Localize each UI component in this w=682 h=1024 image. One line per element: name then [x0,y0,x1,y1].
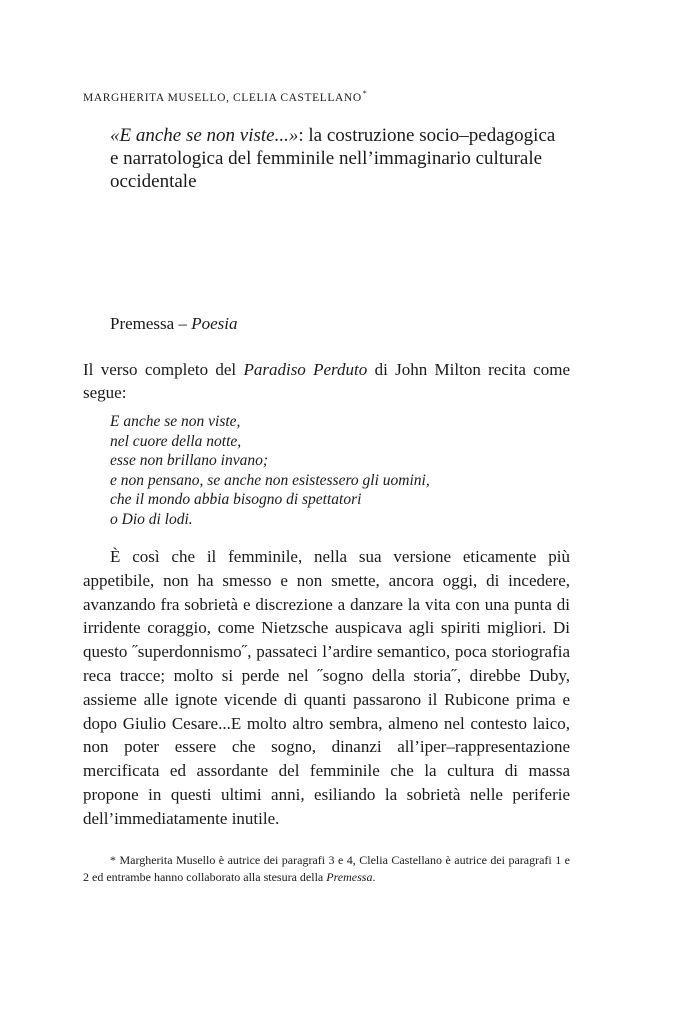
article-title [110,124,590,193]
footnote-marker: * [110,853,116,867]
section-dash: – [174,314,192,333]
poem-quote [110,412,570,529]
title-line-2: e narratologica del femminile nell’immaginario culturale [110,148,543,169]
intro-work-title: Paradiso Perduto [243,360,368,379]
intro-after: di John Milton recita come segue: [83,360,570,402]
title-line-1 [110,124,590,147]
footnote-text: Margherita Musello è autrice dei paragrafi 3 e 4, Clelia Castellano è autrice dei paragrafi 1 e 2 ed entrambe hanno collaborato alla stesura della [83,853,570,884]
authors-names: MARGHERITA MUSELLO, CLELIA CASTELLANO [83,92,362,104]
title-italic-quote: «E anche se non viste...» [110,125,299,146]
poem-line: che il mondo abbia bisogno di spettatori [110,491,362,508]
intro-paragraph [83,358,570,404]
section-heading [110,313,238,335]
section-label: Premessa [110,314,175,333]
title-rest-line-1: : la costruzione socio–pedagogica [298,125,556,146]
poem-line: esse non brillano invano; [110,452,268,469]
author-line [83,86,367,106]
footnote-italic-end: Premessa [326,870,373,884]
author-footnote-marker: * [362,89,368,98]
poem-line: e non pensano, se anche non esistessero gli uomini, [110,471,430,489]
poem-line: E anche se non viste, [110,413,241,430]
poem-line: nel cuore della notte, [110,432,242,450]
poem-line: o Dio di lodi. [110,510,193,528]
intro-before: Il verso completo del [83,360,244,379]
footnote-period: . [372,870,376,884]
section-italic-label: Poesia [191,314,238,333]
body-paragraph: È così che il femminile, nella sua versione eticamente più appetibile, non ha smesso e non smette, ancora oggi, di incedere, avanzando fra sobrietà e discrezione a danzare la vita con una punta di irridente coraggio, come Nietzsche auspicava agli spiriti migliori. Di questo ˝superdonnismo˝, passateci l’ardire semantico, poca storiografia reca tracce; molto si perde nel ˝sogno della storia˝, direbbe Duby, assieme alle ignote vicende di quanti passarono il Rubicone prima e dopo Giulio Cesare...E molto altro sembra, almeno nel contesto laico, non poter essere che sogno, dinanzi all’iper–rappresentazione mercificata ed assordante del femminile che la cultura di massa propone in questi ultimi anni, esiliando la sobrietà nelle periferie dell’immediatamente inutile. [83,547,570,828]
footnote [83,852,570,886]
title-line-3: occidentale [110,171,197,192]
